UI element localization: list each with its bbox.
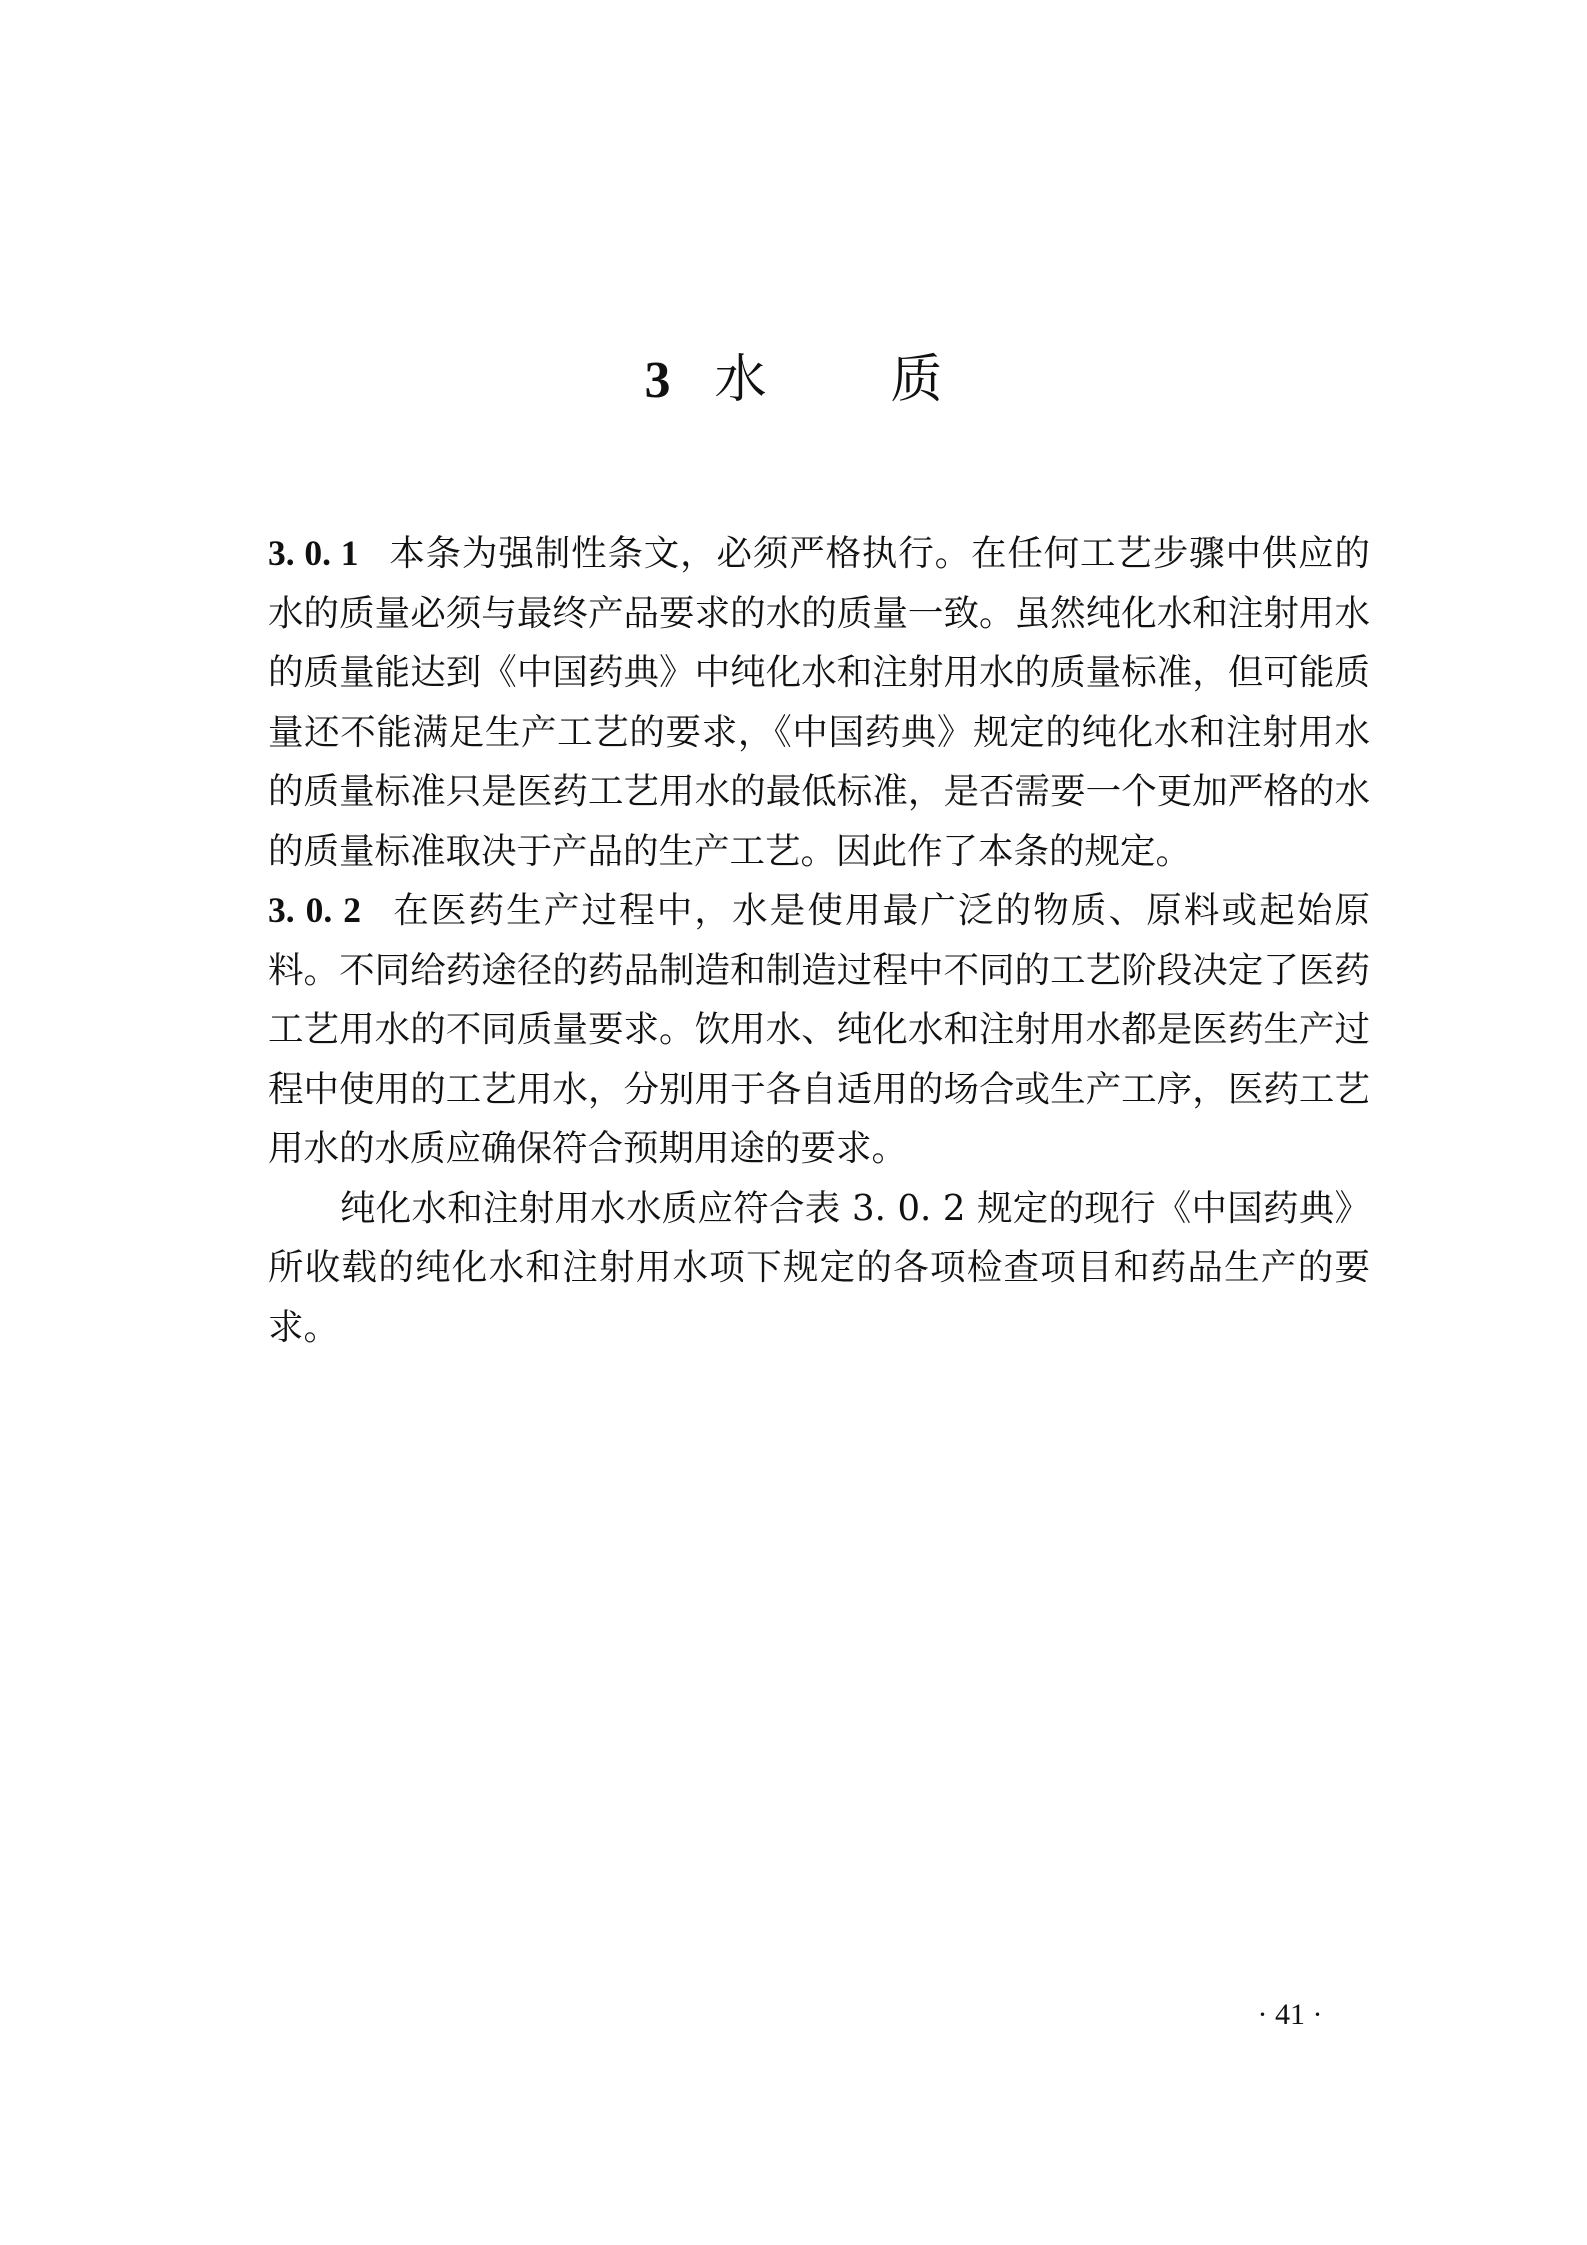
clause-text: 本条为强制性条文，必须严格执行。在任何工艺步骤中供应的水的质量必须与最终产品要求的水的质量一致。虽然纯化水和注射用水的质量能达到《中国药典》中纯化水和注射用水的质量标准，但可能质量还不能满足生产工艺的要求，《中国药典》规定的纯化水和注射用水的质量标准只是医药工艺用水的最低标准，是否需要一个更加严格的水的质量标准取决于产品的生产工艺。因此作了本条的规定。 bbox=[268, 533, 1370, 872]
clause-text: 在医药生产过程中，水是使用最广泛的物质、原料或起始原料。不同给药途径的药品制造和制造过程中不同的工艺阶段决定了医药工艺用水的不同质量要求。饮用水、纯化水和注射用水都是医药生产过程中使用的工艺用水，分别用于各自适用的场合或生产工序，医药工艺用水的水质应确保符合预期用途的要求。 bbox=[268, 890, 1370, 1169]
clause-3-0-2-paragraph-2: 纯化水和注射用水水质应符合表 3. 0. 2 规定的现行《中国药典》所收载的纯化水和注射用水项下规定的各项检查项目和药品生产的要求。 bbox=[268, 1187, 1370, 1348]
clause-number: 3. 0. 2 bbox=[268, 890, 362, 930]
chapter-title-char-2: 质 bbox=[890, 350, 943, 410]
clause-3-0-1 bbox=[268, 524, 1370, 881]
chapter-title-char-1: 水 bbox=[714, 350, 767, 410]
clause-number: 3. 0. 1 bbox=[268, 533, 359, 573]
chapter-title bbox=[0, 345, 1587, 416]
clause-3-0-2 bbox=[268, 881, 1370, 1179]
body-text bbox=[268, 524, 1370, 1357]
chapter-number: 3 bbox=[644, 352, 671, 409]
page-number: · 41 · bbox=[1257, 1998, 1323, 2031]
